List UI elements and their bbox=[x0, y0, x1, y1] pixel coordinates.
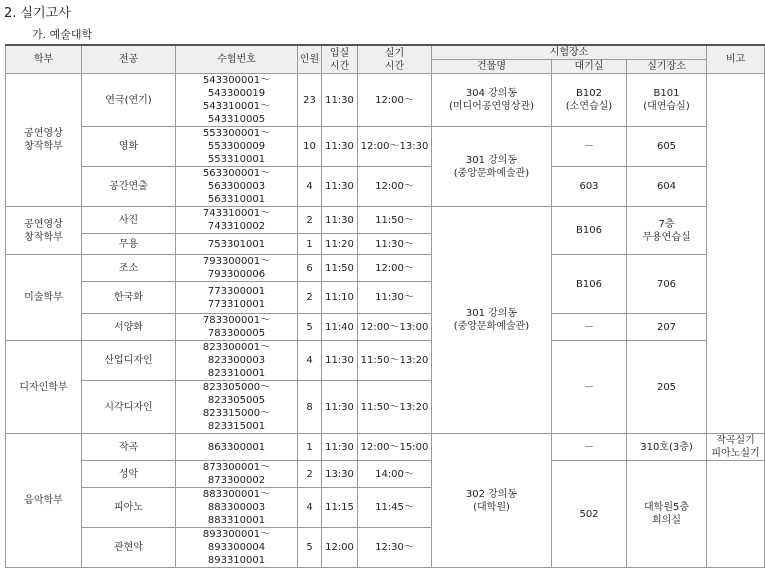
practical-time-cell: 12:00～13:30 bbox=[358, 127, 432, 167]
exam-no-cell: 873300001～873300002 bbox=[176, 461, 298, 488]
table-row bbox=[6, 127, 765, 167]
entry-time-cell: 11:30 bbox=[322, 434, 358, 461]
major-cell: 피아노 bbox=[82, 488, 176, 528]
section-heading: 2. 실기고사 bbox=[4, 6, 71, 21]
remarks-cell bbox=[707, 461, 765, 568]
practical-time-cell: 11:45～ bbox=[358, 488, 432, 528]
practical-time-cell: 11:30～ bbox=[358, 234, 432, 255]
exam-schedule-table bbox=[5, 44, 765, 568]
practical-time-cell: 12:00～ bbox=[358, 74, 432, 127]
table-row bbox=[6, 341, 765, 381]
table-row bbox=[6, 74, 765, 127]
count-cell: 23 bbox=[298, 74, 322, 127]
major-cell: 관현악 bbox=[82, 528, 176, 568]
count-cell: 4 bbox=[298, 488, 322, 528]
header-building: 건물명 bbox=[432, 60, 552, 74]
entry-time-cell: 11:30 bbox=[322, 167, 358, 207]
header-venue: 시험장소 bbox=[432, 45, 707, 60]
header-exam-no: 수험번호 bbox=[176, 45, 298, 74]
section-subheading: 가. 예술대학 bbox=[32, 28, 93, 41]
count-cell: 4 bbox=[298, 341, 322, 381]
dept-performing-arts-2: 공연영상 창작학부 bbox=[6, 207, 82, 255]
waiting-room-cell: 603 bbox=[552, 167, 627, 207]
count-cell: 1 bbox=[298, 434, 322, 461]
waiting-room-cell: B106 bbox=[552, 255, 627, 314]
major-cell: 작곡 bbox=[82, 434, 176, 461]
building-cell: 304 강의동 (미디어공연영상관) bbox=[432, 74, 552, 127]
header-practical-room: 실기장소 bbox=[627, 60, 707, 74]
dept-music: 음악학부 bbox=[6, 434, 82, 568]
remarks-cell bbox=[707, 74, 765, 434]
dept-performing-arts: 공연영상 창작학부 bbox=[6, 74, 82, 207]
entry-time-cell: 11:50 bbox=[322, 255, 358, 282]
header-major: 전공 bbox=[82, 45, 176, 74]
entry-time-cell: 11:30 bbox=[322, 381, 358, 434]
entry-time-cell: 11:30 bbox=[322, 127, 358, 167]
exam-no-cell: 793300001～793300006 bbox=[176, 255, 298, 282]
practical-time-cell: 12:00～ bbox=[358, 255, 432, 282]
count-cell: 2 bbox=[298, 282, 322, 314]
table-row bbox=[6, 255, 765, 282]
building-cell: 301 강의동 (중앙문화예술관) bbox=[432, 127, 552, 207]
practical-time-cell: 11:50～ bbox=[358, 207, 432, 234]
practical-room-cell: 7층 무용연습실 bbox=[627, 207, 707, 255]
waiting-room-cell: B106 bbox=[552, 207, 627, 255]
header-remarks: 비고 bbox=[707, 45, 765, 74]
count-cell: 5 bbox=[298, 314, 322, 341]
table-row bbox=[6, 434, 765, 461]
table-row bbox=[6, 314, 765, 341]
entry-time-cell: 11:30 bbox=[322, 341, 358, 381]
count-cell: 10 bbox=[298, 127, 322, 167]
entry-time-cell: 11:40 bbox=[322, 314, 358, 341]
waiting-room-cell: － bbox=[552, 434, 627, 461]
table-row bbox=[6, 461, 765, 488]
header-count: 인원 bbox=[298, 45, 322, 74]
count-cell: 6 bbox=[298, 255, 322, 282]
major-cell: 서양화 bbox=[82, 314, 176, 341]
header-dept: 학부 bbox=[6, 45, 82, 74]
header-row bbox=[6, 45, 765, 60]
exam-no-cell: 823305000～823305005 823315000～823315001 bbox=[176, 381, 298, 434]
exam-no-cell: 543300001～543300019 543310001～543310005 bbox=[176, 74, 298, 127]
exam-no-cell: 553300001～553300009 553310001 bbox=[176, 127, 298, 167]
dept-fine-arts: 미술학부 bbox=[6, 255, 82, 341]
count-cell: 1 bbox=[298, 234, 322, 255]
building-cell: 301 강의동 (중앙문화예술관) bbox=[432, 207, 552, 434]
major-cell: 연극(연기) bbox=[82, 74, 176, 127]
major-cell: 사진 bbox=[82, 207, 176, 234]
major-cell: 성악 bbox=[82, 461, 176, 488]
waiting-room-cell: B102 (소연습실) bbox=[552, 74, 627, 127]
practical-room-cell: 대학원5층 회의실 bbox=[627, 461, 707, 568]
practical-time-cell: 12:00～ bbox=[358, 167, 432, 207]
entry-time-cell: 11:10 bbox=[322, 282, 358, 314]
practical-room-cell: 605 bbox=[627, 127, 707, 167]
entry-time-cell: 11:30 bbox=[322, 74, 358, 127]
practical-time-cell: 14:00～ bbox=[358, 461, 432, 488]
building-cell: 302 강의동 (대학원) bbox=[432, 434, 552, 568]
practical-time-cell: 12:00～15:00 bbox=[358, 434, 432, 461]
major-cell: 한국화 bbox=[82, 282, 176, 314]
entry-time-cell: 13:30 bbox=[322, 461, 358, 488]
practical-room-cell: B101 (대연습실) bbox=[627, 74, 707, 127]
entry-time-cell: 11:15 bbox=[322, 488, 358, 528]
entry-time-cell: 11:20 bbox=[322, 234, 358, 255]
practical-room-cell: 310호(3층) bbox=[627, 434, 707, 461]
count-cell: 8 bbox=[298, 381, 322, 434]
major-cell: 조소 bbox=[82, 255, 176, 282]
exam-no-cell: 823300001～823300003 823310001 bbox=[176, 341, 298, 381]
count-cell: 4 bbox=[298, 167, 322, 207]
header-entry-time: 입실 시간 bbox=[322, 45, 358, 74]
exam-no-cell: 753301001 bbox=[176, 234, 298, 255]
exam-no-cell: 893300001～893300004 893310001 bbox=[176, 528, 298, 568]
practical-time-cell: 11:30～ bbox=[358, 282, 432, 314]
practical-time-cell: 12:00～13:00 bbox=[358, 314, 432, 341]
major-cell: 공간연출 bbox=[82, 167, 176, 207]
table-row bbox=[6, 207, 765, 234]
waiting-room-cell: － bbox=[552, 341, 627, 434]
exam-no-cell: 563300001～563300003 563310001 bbox=[176, 167, 298, 207]
count-cell: 5 bbox=[298, 528, 322, 568]
count-cell: 2 bbox=[298, 461, 322, 488]
exam-no-cell: 883300001～883300003 883310001 bbox=[176, 488, 298, 528]
practical-room-cell: 706 bbox=[627, 255, 707, 314]
entry-time-cell: 12:00 bbox=[322, 528, 358, 568]
waiting-room-cell: － bbox=[552, 314, 627, 341]
waiting-room-cell: 502 bbox=[552, 461, 627, 568]
practical-room-cell: 604 bbox=[627, 167, 707, 207]
header-practical-time: 실기 시간 bbox=[358, 45, 432, 74]
major-cell: 산업디자인 bbox=[82, 341, 176, 381]
waiting-room-cell: － bbox=[552, 127, 627, 167]
header-waiting-room: 대기실 bbox=[552, 60, 627, 74]
remarks-cell: 작곡실기 피아노실기 bbox=[707, 434, 765, 461]
practical-time-cell: 11:50～13:20 bbox=[358, 381, 432, 434]
exam-no-cell: 783300001～783300005 bbox=[176, 314, 298, 341]
dept-design: 디자인학부 bbox=[6, 341, 82, 434]
table-row bbox=[6, 167, 765, 207]
major-cell: 영화 bbox=[82, 127, 176, 167]
count-cell: 2 bbox=[298, 207, 322, 234]
exam-no-cell: 863300001 bbox=[176, 434, 298, 461]
practical-time-cell: 11:50～13:20 bbox=[358, 341, 432, 381]
exam-no-cell: 743310001～743310002 bbox=[176, 207, 298, 234]
practical-room-cell: 207 bbox=[627, 314, 707, 341]
entry-time-cell: 11:30 bbox=[322, 207, 358, 234]
major-cell: 시각디자인 bbox=[82, 381, 176, 434]
practical-time-cell: 12:30～ bbox=[358, 528, 432, 568]
practical-room-cell: 205 bbox=[627, 341, 707, 434]
exam-no-cell: 773300001 773310001 bbox=[176, 282, 298, 314]
major-cell: 무용 bbox=[82, 234, 176, 255]
